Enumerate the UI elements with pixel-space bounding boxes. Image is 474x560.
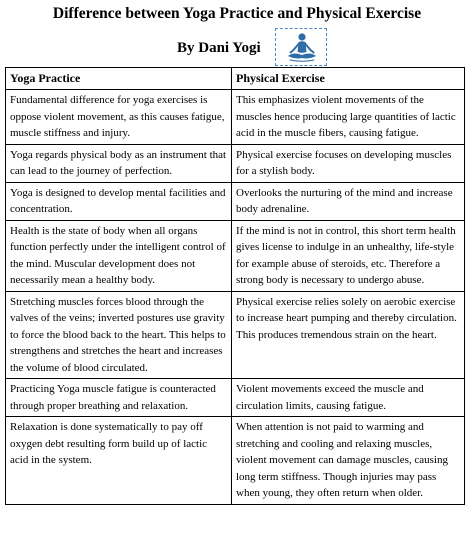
document-title: Difference between Yoga Practice and Physical Exercise [52,5,422,22]
header-yoga-practice: Yoga Practice [6,68,232,90]
table-row [6,379,465,417]
exercise-cell: Physical exercise relies solely on aerobic exercise to increase heart pumping and thereby circulation. This produces tremendous strain on the heart. [232,291,465,379]
table-row [6,182,465,220]
table-row [6,144,465,182]
exercise-cell: When attention is not paid to warming and stretching and cooling and relaxing muscles, violent movement can damage muscles, causing long term stiffness. Though injuries may pass when young, they often return when older. [232,417,465,505]
exercise-cell: This emphasizes violent movements of the muscles hence producing large quantities of lactic acid in the muscle fibers, causing fatigue. [232,90,465,145]
exercise-cell: If the mind is not in control, this short term health gives license to indulge in an unhealthy, life-style for example abuse of steroids, etc. Therefore a strong body is necessary to undergo abuse. [232,220,465,291]
yoga-cell: Yoga is designed to develop mental facilities and concentration. [6,182,232,220]
exercise-cell: Violent movements exceed the muscle and circulation limits, causing fatigue. [232,379,465,417]
yoga-cell: Yoga regards physical body as an instrument that can lead to the journey of perfection. [6,144,232,182]
header-physical-exercise: Physical Exercise [232,68,465,90]
yoga-cell: Health is the state of body when all organs function perfectly under the intelligent control of the mind. Muscular development does not necessarily mean a healthy body. [6,220,232,291]
exercise-cell: Overlooks the nurturing of the mind and increase body adrenaline. [232,182,465,220]
table-row [6,417,465,505]
document-author: By Dani Yogi [177,40,261,56]
yoga-cell: Fundamental difference for yoga exercises is oppose violent movement, as this causes fatigue, muscle stiffness and injury. [6,90,232,145]
exercise-cell: Physical exercise focuses on developing muscles for a stylish body. [232,144,465,182]
comparison-table [5,67,465,505]
table-row [6,220,465,291]
table-row [6,90,465,145]
yoga-cell: Practicing Yoga muscle fatigue is counteracted through proper breathing and relaxation. [6,379,232,417]
table-header-row [6,68,465,90]
table-row [6,291,465,379]
meditating-figure-icon [276,29,328,67]
yoga-cell: Stretching muscles forces blood through the valves of the veins; inverted postures use gravity to force the blood back to the heart. This helps to strengthens and stretches the heart and increases the volume of blood circulated. [6,291,232,379]
yoga-logo-frame [275,28,327,66]
yoga-cell: Relaxation is done systematically to pay off oxygen debt resulting form build up of lactic acid in the system. [6,417,232,505]
